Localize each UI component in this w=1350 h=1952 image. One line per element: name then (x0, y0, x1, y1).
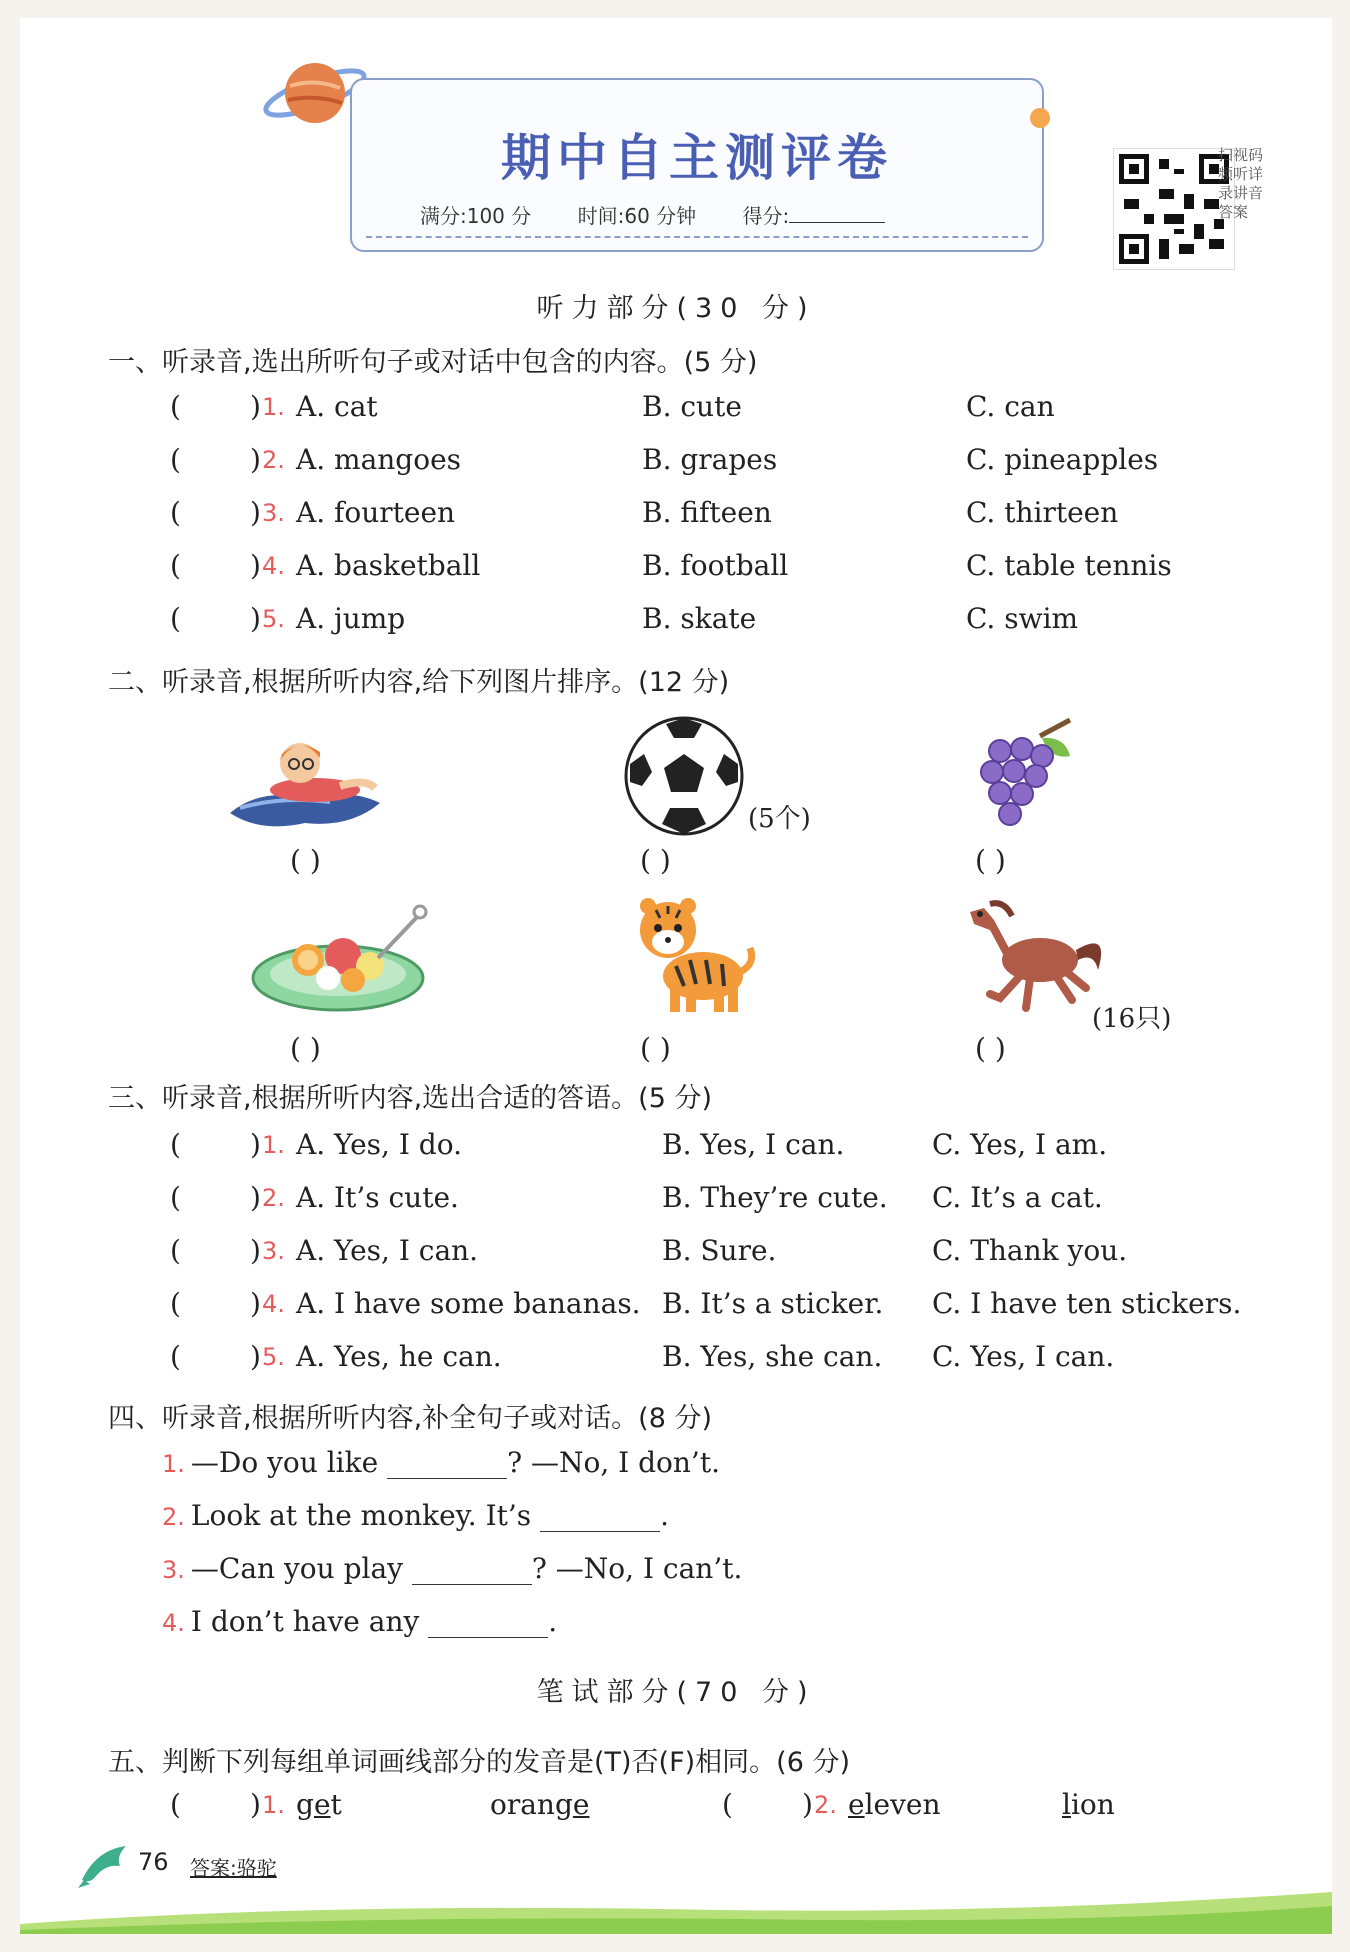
q4-item-3 (162, 1552, 742, 1592)
q4-item-1 (162, 1446, 720, 1486)
written-section-heading: 笔试部分(70 分) (536, 1677, 816, 1708)
qr-note: 扫视码频听详录讲音答案 (1218, 146, 1264, 221)
answer-paren-open[interactable]: ( (170, 1340, 181, 1373)
option-b[interactable]: B. It’s a sticker. (662, 1287, 884, 1320)
option-a[interactable]: A. jump (296, 602, 406, 635)
option-c[interactable]: C. I have ten stickers. (932, 1287, 1242, 1320)
option-c[interactable]: C. Yes, I am. (932, 1128, 1108, 1161)
q5-2-word2: lion (1062, 1788, 1115, 1821)
option-a[interactable]: A. mangoes (296, 443, 462, 476)
option-a[interactable]: A. Yes, he can. (296, 1340, 502, 1373)
sentence-start: Look at the monkey. It’s (190, 1499, 532, 1532)
football-answer-paren[interactable]: ( ) (640, 844, 671, 877)
answer-paren-close: ) (250, 1128, 261, 1161)
answer-paren-close: ) (250, 602, 261, 635)
option-b[interactable]: B. fifteen (642, 496, 772, 529)
answer-paren-close: ) (250, 1234, 261, 1267)
option-c[interactable]: C. swim (966, 602, 1079, 635)
option-b[interactable]: B. skate (642, 602, 757, 635)
q5-1-word1: get (296, 1788, 342, 1821)
answer-note: 答案:骆驼 (190, 1856, 277, 1880)
answer-paren-close: ) (250, 549, 261, 582)
football-picture (622, 714, 746, 838)
q5-title: 五、判断下列每组单词画线部分的发音是(T)否(F)相同。(6 分) (108, 1747, 850, 1778)
sentence-start: —Do you like (190, 1446, 379, 1479)
swimmer-picture (220, 718, 390, 838)
answer-blank[interactable] (428, 1611, 548, 1638)
answer-paren-close: ) (250, 1181, 261, 1214)
item-number: 3. (162, 1556, 185, 1584)
q5-1-number: 1. (262, 1791, 285, 1819)
listening-section-heading: 听力部分(30 分) (536, 293, 816, 324)
item-number: 1. (162, 1450, 185, 1478)
sentence-end: ? —No, I don’t. (507, 1446, 720, 1479)
answer-blank[interactable] (387, 1452, 507, 1479)
exam-info (420, 200, 925, 229)
answer-paren-open[interactable]: ( (170, 390, 181, 423)
score-label: 得分: (743, 204, 926, 228)
tag-dot (1030, 108, 1050, 128)
option-a[interactable]: A. It’s cute. (296, 1181, 459, 1214)
option-c[interactable]: C. table tennis (966, 549, 1172, 582)
page-number: 76 (138, 1848, 169, 1876)
q2-title: 二、听录音,根据所听内容,给下列图片排序。(12 分) (108, 667, 730, 698)
option-b[interactable]: B. cute (642, 390, 742, 423)
grapes-picture (970, 716, 1090, 834)
q5-1-paren-close: ) (250, 1788, 261, 1821)
q5-2-word1: eleven (848, 1788, 941, 1821)
item-number: 2. (162, 1503, 185, 1531)
item-number: 4. (262, 552, 285, 580)
item-number: 3. (262, 1237, 285, 1265)
option-b[interactable]: B. Sure. (662, 1234, 777, 1267)
option-c[interactable]: C. Yes, I can. (932, 1340, 1115, 1373)
q4-item-2 (162, 1499, 669, 1539)
time-limit: 时间:60 分钟 (577, 204, 697, 228)
worksheet-page (20, 18, 1332, 1934)
sentence-start: I don’t have any (190, 1605, 420, 1638)
answer-paren-open[interactable]: ( (170, 1128, 181, 1161)
answer-paren-open[interactable]: ( (170, 1287, 181, 1320)
option-b[interactable]: B. Yes, I can. (662, 1128, 845, 1161)
fruit-salad-answer-paren[interactable]: ( ) (290, 1032, 321, 1065)
answer-paren-close: ) (250, 443, 261, 476)
qr-code-icon[interactable] (1113, 148, 1235, 270)
option-b[interactable]: B. football (642, 549, 789, 582)
item-number: 4. (162, 1609, 185, 1637)
answer-paren-open[interactable]: ( (170, 1181, 181, 1214)
exam-title: 期中自主测评卷 (501, 129, 893, 187)
item-number: 5. (262, 1343, 285, 1371)
q5-2-number: 2. (814, 1791, 837, 1819)
tiger-answer-paren[interactable]: ( ) (640, 1032, 671, 1065)
sentence-end: ? —No, I can’t. (531, 1552, 743, 1585)
answer-blank[interactable] (412, 1558, 532, 1585)
answer-paren-open[interactable]: ( (170, 443, 181, 476)
q1-title: 一、听录音,选出所听句子或对话中包含的内容。(5 分) (108, 347, 758, 378)
item-number: 3. (262, 499, 285, 527)
banner-divider (366, 236, 1028, 238)
item-number: 4. (262, 1290, 285, 1318)
item-number: 5. (262, 605, 285, 633)
sentence-end: . (660, 1499, 669, 1532)
answer-paren-open[interactable]: ( (170, 549, 181, 582)
item-number: 1. (262, 393, 285, 421)
option-b[interactable]: B. They’re cute. (662, 1181, 888, 1214)
sentence-start: —Can you play (190, 1552, 403, 1585)
horse-answer-paren[interactable]: ( ) (975, 1032, 1006, 1065)
option-c[interactable]: C. can (966, 390, 1055, 423)
score-blank[interactable] (789, 222, 885, 223)
answer-paren-close: ) (250, 1287, 261, 1320)
dolphin-icon (76, 1840, 136, 1890)
q5-2-paren-open[interactable]: ( (722, 1788, 733, 1821)
option-a[interactable]: A. Yes, I can. (296, 1234, 479, 1267)
horse-count-note: (16只) (1092, 1004, 1172, 1034)
full-score: 满分:100 分 (420, 204, 532, 228)
option-c[interactable]: C. pineapples (966, 443, 1159, 476)
option-b[interactable]: B. grapes (642, 443, 778, 476)
answer-paren-close: ) (250, 1340, 261, 1373)
swimmer-answer-paren[interactable]: ( ) (290, 844, 321, 877)
option-a[interactable]: A. I have some bananas. (296, 1287, 641, 1320)
answer-paren-close: ) (250, 496, 261, 529)
grass-footer-decoration (20, 1884, 1332, 1934)
answer-paren-open[interactable]: ( (170, 1234, 181, 1267)
item-number: 2. (262, 1184, 285, 1212)
q5-1-word2: orange (490, 1788, 590, 1821)
option-c[interactable]: C. It’s a cat. (932, 1181, 1103, 1214)
q5-2-paren-close: ) (802, 1788, 813, 1821)
answer-paren-close: ) (250, 390, 261, 423)
title-banner (350, 78, 1044, 252)
tiger-picture (628, 888, 758, 1018)
option-a[interactable]: A. Yes, I do. (296, 1128, 462, 1161)
q4-title: 四、听录音,根据所听内容,补全句子或对话。(8 分) (108, 1403, 712, 1434)
option-b[interactable]: B. Yes, she can. (662, 1340, 883, 1373)
q5-1-paren-open[interactable]: ( (170, 1788, 181, 1821)
q3-title: 三、听录音,根据所听内容,选出合适的答语。(5 分) (108, 1083, 712, 1114)
option-a[interactable]: A. fourteen (296, 496, 456, 529)
q4-item-4 (162, 1605, 557, 1645)
option-c[interactable]: C. thirteen (966, 496, 1119, 529)
item-number: 1. (262, 1131, 285, 1159)
fruit-salad-picture (248, 898, 438, 1018)
answer-paren-open[interactable]: ( (170, 602, 181, 635)
option-a[interactable]: A. cat (296, 390, 378, 423)
grapes-answer-paren[interactable]: ( ) (975, 844, 1006, 877)
football-count-note: (5个) (748, 804, 811, 834)
answer-paren-open[interactable]: ( (170, 496, 181, 529)
item-number: 2. (262, 446, 285, 474)
sentence-end: . (548, 1605, 558, 1638)
answer-blank[interactable] (540, 1505, 660, 1532)
option-a[interactable]: A. basketball (296, 549, 481, 582)
option-c[interactable]: C. Thank you. (932, 1234, 1128, 1267)
